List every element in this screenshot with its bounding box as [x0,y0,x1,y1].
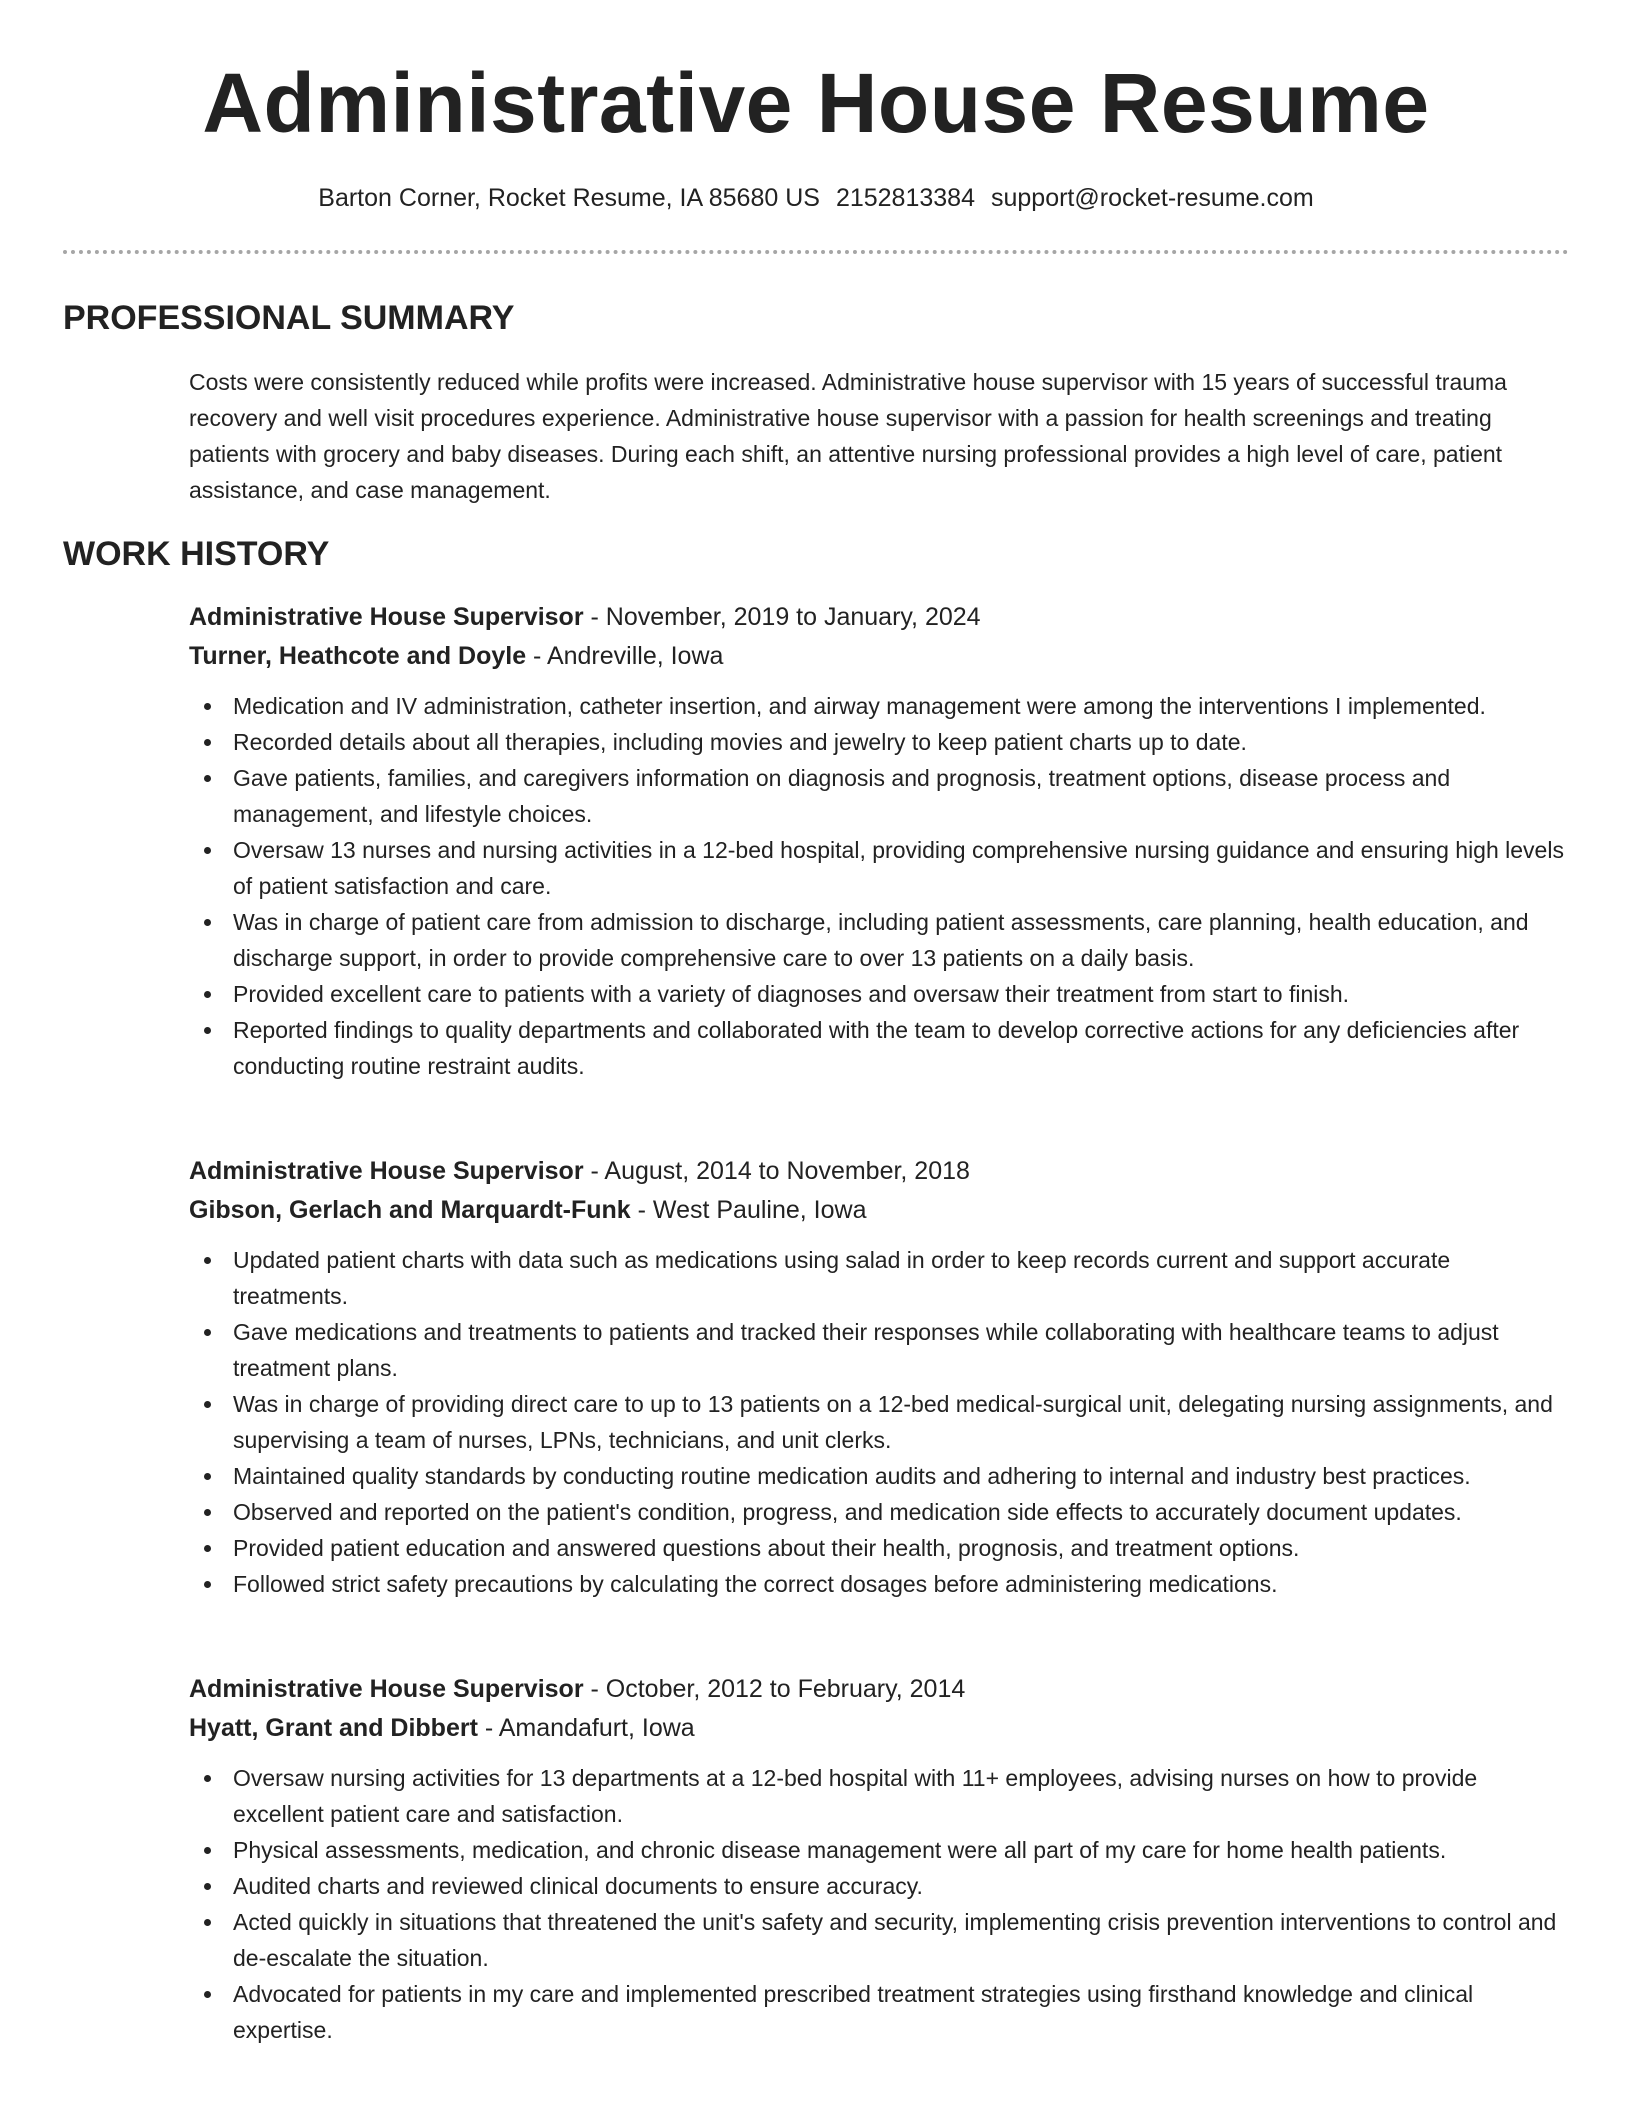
job-bullet: Was in charge of providing direct care to up to 13 patients on a 12-bed medical-surgical unit, delegating nursing assignments, and supervising a team of nurses, LPNs, technicians, and unit clerks. [189,1386,1569,1458]
job-bullet: Updated patient charts with data such as medications using salad in order to keep records current and support accurate treatments. [189,1242,1569,1314]
job-location: - West Pauline, Iowa [630,1196,867,1224]
job-dates: - November, 2019 to January, 2024 [583,603,981,631]
contact-address: Barton Corner, Rocket Resume, IA 85680 US [318,184,820,212]
job-dates: - August, 2014 to November, 2018 [583,1157,970,1185]
contact-email[interactable]: support@rocket-resume.com [990,184,1314,212]
job-bullet: Gave patients, families, and caregivers information on diagnosis and prognosis, treatment options, disease process and management, and lifestyle choices. [189,760,1569,832]
job-company-line [189,1191,1569,1230]
job-company-line [189,637,1569,676]
job-bullet: Oversaw 13 nurses and nursing activities in a 12-bed hospital, providing comprehensive nursing guidance and ensuring high levels of patient satisfaction and care. [189,832,1569,904]
job-bullet: Provided patient education and answered questions about their health, prognosis, and treatment options. [189,1530,1569,1566]
job-company-line [189,1709,1569,1748]
job-title: Administrative House Supervisor [189,1675,584,1703]
job-bullet: Followed strict safety precautions by calculating the correct dosages before administering medications. [189,1566,1569,1602]
summary-text: Costs were consistently reduced while profits were increased. Administrative house supervisor with 15 years of successful trauma recovery and well visit procedures experience. Administrative house supervisor with a passion for health screenings and treating patients with grocery and baby diseases. During each shift, an attentive nursing professional provides a high level of care, patient assistance, and case management. [189,369,1507,503]
job-bullet: Gave medications and treatments to patients and tracked their responses while collaborating with healthcare teams to adjust treatment plans. [189,1314,1569,1386]
job-bullet: Oversaw nursing activities for 13 departments at a 12-bed hospital with 11+ employees, advising nurses on how to provide excellent patient care and satisfaction. [189,1760,1569,1832]
contact-phone: 2152813384 [835,184,975,212]
job-bullet: Audited charts and reviewed clinical documents to ensure accuracy. [189,1868,1569,1904]
job-title: Administrative House Supervisor [189,603,584,631]
job-bullet: Medication and IV administration, catheter insertion, and airway management were among the interventions I implemented. [189,688,1569,724]
job-bullets [189,1242,1569,1602]
job-entry [189,1670,1569,2048]
job-company: Turner, Heathcote and Doyle [189,642,527,670]
job-bullets [189,1760,1569,2048]
job-bullet: Provided excellent care to patients with a variety of diagnoses and oversaw their treatment from start to finish. [189,976,1569,1012]
contact-line [0,180,1632,216]
job-title: Administrative House Supervisor [189,1157,584,1185]
job-location: - Amandafurt, Iowa [477,1714,695,1742]
job-title-line [189,1670,1569,1709]
job-bullet: Recorded details about all therapies, including movies and jewelry to keep patient charts up to date. [189,724,1569,760]
header-divider [63,250,1569,254]
job-location: - Andreville, Iowa [526,642,724,670]
job-bullet: Reported findings to quality departments and collaborated with the team to develop corrective actions for any deficiencies after conducting routine restraint audits. [189,1012,1569,1084]
work-history-heading: WORK HISTORY [63,535,330,573]
resume-title: Administrative House Resume [202,56,1430,150]
job-title-line [189,598,1569,637]
job-bullet: Observed and reported on the patient's condition, progress, and medication side effects to accurately document updates. [189,1494,1569,1530]
job-bullet: Physical assessments, medication, and chronic disease management were all part of my care for home health patients. [189,1832,1569,1868]
job-company: Gibson, Gerlach and Marquardt-Funk [189,1196,631,1224]
summary-heading: PROFESSIONAL SUMMARY [63,299,515,337]
job-bullet: Was in charge of patient care from admission to discharge, including patient assessments, care planning, health education, and discharge support, in order to provide comprehensive care to over 13 patients on a daily basis. [189,904,1569,976]
job-entry [189,1152,1569,1602]
job-entry [189,598,1569,1084]
job-bullet: Advocated for patients in my care and implemented prescribed treatment strategies using firsthand knowledge and clinical expertise. [189,1976,1569,2048]
job-title-line [189,1152,1569,1191]
job-bullet: Maintained quality standards by conducting routine medication audits and adhering to internal and industry best practices. [189,1458,1569,1494]
job-bullet: Acted quickly in situations that threatened the unit's safety and security, implementing crisis prevention interventions to control and de-escalate the situation. [189,1904,1569,1976]
job-dates: - October, 2012 to February, 2014 [583,1675,966,1703]
job-bullets [189,688,1569,1084]
job-company: Hyatt, Grant and Dibbert [189,1714,478,1742]
